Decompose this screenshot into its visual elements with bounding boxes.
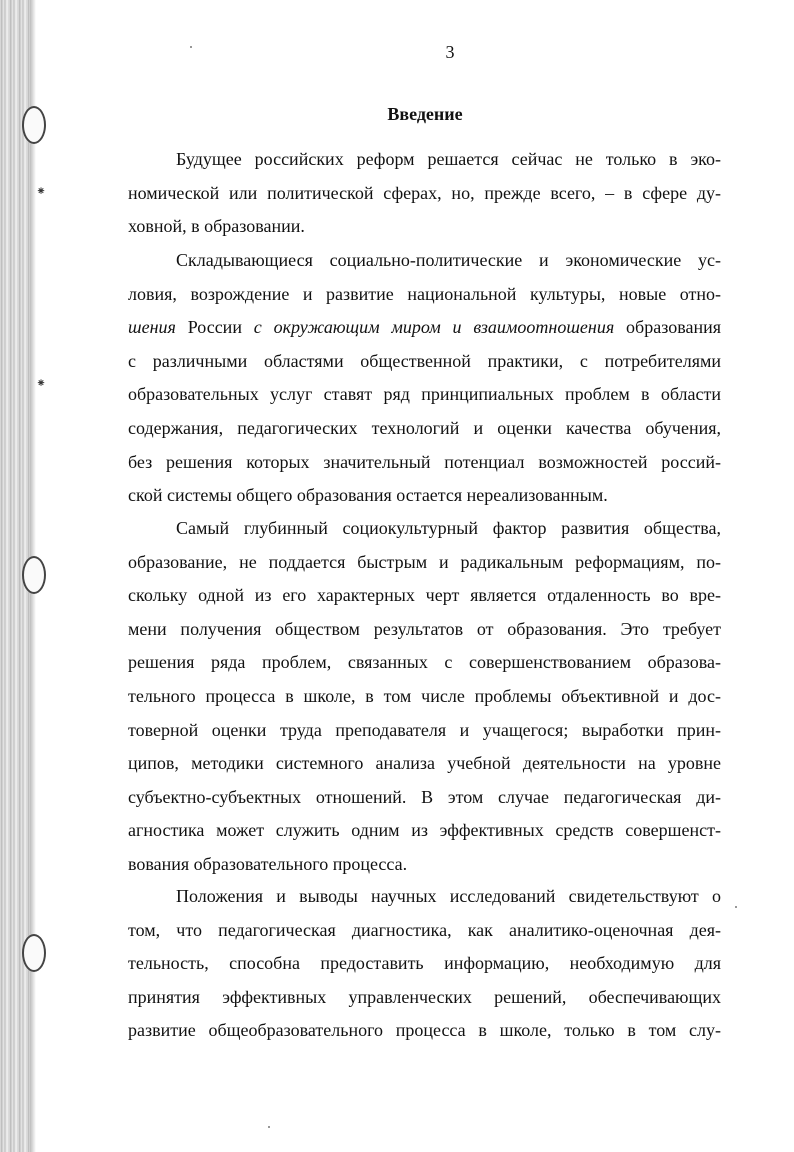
text-line: решения ряда проблем, связанных с совершенствованием образова- — [128, 652, 721, 673]
text-line: ципов, методики системного анализа учебной деятельности на уровне — [128, 753, 721, 774]
text-line: тельность, способна предоставить информацию, необходимую для — [128, 953, 721, 974]
punch-hole-top — [22, 106, 46, 144]
text-line: товерной оценки труда преподавателя и учащегося; выработки прин- — [128, 719, 721, 740]
section-heading: Введение — [387, 104, 463, 124]
text-line: без решения которых значительный потенциал возможностей россий- — [128, 451, 721, 472]
text-line: развитие общеобразовательного процесса в школе, только в том слу- — [128, 1020, 721, 1041]
text-fragment: образования — [614, 317, 722, 338]
text-line: образовательных услуг ставят ряд принципиальных проблем в области — [128, 384, 721, 405]
scan-speck — [735, 906, 737, 908]
text-line: субъектно-субъектных отношений. В этом случае педагогическая ди- — [128, 786, 721, 807]
text-line: тельного процесса в школе, в том числе проблемы объективной и дос- — [128, 685, 721, 706]
text-line-mixed — [128, 311, 721, 345]
paragraph-2 — [128, 244, 721, 513]
scan-speck — [190, 46, 192, 48]
page-number: 3 — [445, 42, 455, 62]
text-line: ской системы общего образования остается нереализованным. — [128, 485, 608, 506]
text-line: принятия эффективных управленческих решений, обеспечивающих — [128, 986, 721, 1007]
italic-text: шения — [128, 317, 176, 338]
scan-speck — [268, 1126, 270, 1128]
scan-mark: ⁕ — [36, 376, 47, 390]
italic-text: с окружающим миром и взаимоотношения — [253, 317, 615, 338]
scan-mark: ⁕ — [36, 184, 47, 198]
text-line: том, что педагогическая диагностика, как аналитико-оценочная дея- — [128, 919, 721, 940]
text-line: Складывающиеся социально-политические и экономические ус- — [176, 250, 721, 270]
text-line: ховной, в образовании. — [128, 216, 305, 237]
text-line: скольку одной из его характерных черт является отдаленность во вре- — [128, 585, 721, 606]
text-line: Самый глубинный социокультурный фактор развития общества, — [176, 518, 721, 538]
text-line: Будущее российских реформ решается сейчас не только в эко- — [176, 149, 721, 169]
text-line: содержания, педагогических технологий и оценки качества обучения, — [128, 417, 721, 438]
paragraph-3 — [128, 512, 721, 882]
paragraph-1 — [128, 143, 721, 244]
text-line: номической или политической сферах, но, прежде всего, – в сфере ду- — [128, 182, 721, 203]
punch-hole-bottom — [22, 934, 46, 972]
text-line: ловия, возрождение и развитие национальной культуры, новые отно- — [128, 283, 721, 304]
text-line: образование, не поддается быстрым и радикальным реформациям, по- — [128, 551, 721, 572]
text-line: Положения и выводы научных исследований свидетельствуют о — [176, 886, 721, 906]
punch-hole-middle — [22, 556, 46, 594]
text-line: мени получения обществом результатов от образования. Это требует — [128, 618, 721, 639]
text-line: с различными областями общественной практики, с потребителями — [128, 350, 721, 371]
text-line: агностика может служить одним из эффективных средств совершенст- — [128, 820, 721, 841]
text-fragment: России — [175, 317, 254, 338]
text-line: вования образовательного процесса. — [128, 853, 408, 874]
paragraph-4 — [128, 880, 721, 1048]
